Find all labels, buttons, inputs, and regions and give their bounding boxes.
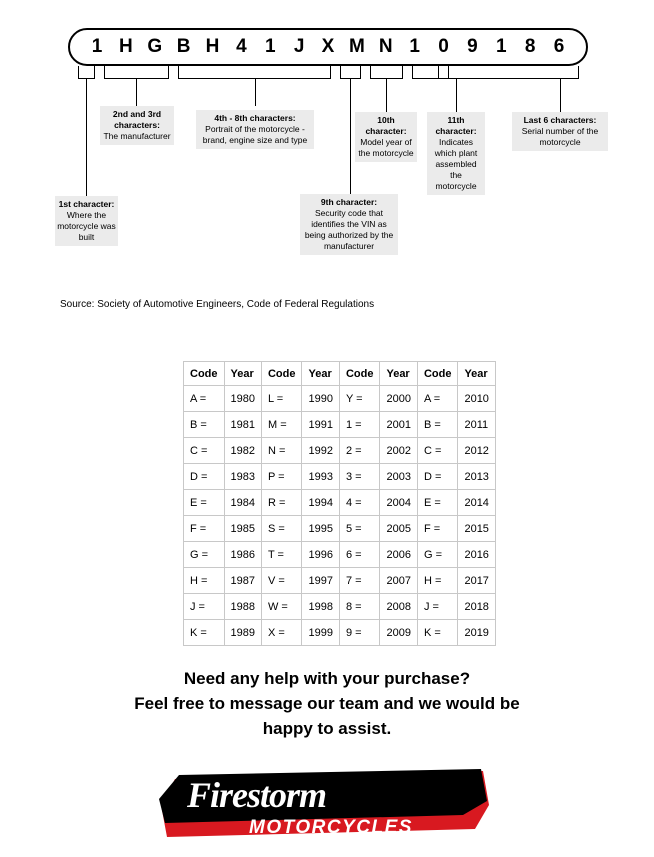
column-header: Code bbox=[417, 362, 458, 386]
cell-code: C = bbox=[417, 438, 458, 464]
cell-code: 5 = bbox=[339, 516, 380, 542]
callout-body: Where the motorcycle was built bbox=[57, 210, 116, 242]
cell-code: B = bbox=[184, 412, 225, 438]
vin-char: X bbox=[321, 36, 335, 57]
cell-year: 2006 bbox=[380, 542, 417, 568]
vin-char: J bbox=[293, 36, 305, 57]
cell-code: X = bbox=[261, 620, 302, 646]
cell-year: 1980 bbox=[224, 386, 261, 412]
callout-eleventh-character bbox=[427, 112, 485, 195]
cell-code: K = bbox=[184, 620, 225, 646]
leader-line bbox=[168, 66, 169, 78]
cell-year: 1988 bbox=[224, 594, 261, 620]
table-header-row bbox=[184, 362, 496, 386]
column-header: Code bbox=[184, 362, 225, 386]
column-header: Year bbox=[224, 362, 261, 386]
cell-year: 1997 bbox=[302, 568, 339, 594]
cell-code: M = bbox=[261, 412, 302, 438]
cell-year: 1994 bbox=[302, 490, 339, 516]
leader-line bbox=[86, 78, 87, 196]
column-header: Code bbox=[339, 362, 380, 386]
cell-code: W = bbox=[261, 594, 302, 620]
callout-tenth-character bbox=[355, 112, 417, 162]
source-note: Source: Society of Automotive Engineers, Code of Federal Regulations bbox=[60, 299, 375, 310]
table-row bbox=[184, 490, 496, 516]
column-header: Year bbox=[458, 362, 495, 386]
column-header: Year bbox=[302, 362, 339, 386]
leader-line bbox=[438, 66, 439, 78]
callout-heading: Last 6 characters: bbox=[523, 115, 597, 125]
cell-year: 1989 bbox=[224, 620, 261, 646]
cell-code: H = bbox=[417, 568, 458, 594]
vin-char: 4 bbox=[236, 36, 247, 57]
cell-year: 2005 bbox=[380, 516, 417, 542]
help-line-3: happy to assist. bbox=[262, 719, 392, 738]
cell-year: 1985 bbox=[224, 516, 261, 542]
cell-year: 2012 bbox=[458, 438, 495, 464]
cell-year: 2018 bbox=[458, 594, 495, 620]
cell-year: 1986 bbox=[224, 542, 261, 568]
cell-code: D = bbox=[184, 464, 225, 490]
cell-year: 1998 bbox=[302, 594, 339, 620]
cell-year: 2017 bbox=[458, 568, 495, 594]
callout-last-six-characters bbox=[512, 112, 608, 151]
cell-code: Y = bbox=[339, 386, 380, 412]
vin-char: 0 bbox=[438, 36, 449, 57]
firestorm-motorcycles-logo bbox=[157, 765, 497, 845]
leader-line bbox=[104, 66, 105, 78]
callout-heading: 2nd and 3rd characters: bbox=[112, 109, 162, 130]
cell-code: 6 = bbox=[339, 542, 380, 568]
vin-number-display bbox=[68, 28, 588, 66]
cell-year: 2002 bbox=[380, 438, 417, 464]
cell-year: 2015 bbox=[458, 516, 495, 542]
vin-char: H bbox=[119, 36, 133, 57]
cell-code: H = bbox=[184, 568, 225, 594]
cell-year: 1995 bbox=[302, 516, 339, 542]
vin-char: H bbox=[205, 36, 220, 57]
callout-first-character bbox=[55, 196, 118, 246]
cell-code: J = bbox=[417, 594, 458, 620]
cell-code: 7 = bbox=[339, 568, 380, 594]
help-message bbox=[0, 666, 654, 741]
leader-line bbox=[94, 66, 95, 78]
vin-char: 1 bbox=[91, 36, 103, 57]
cell-code: G = bbox=[184, 542, 225, 568]
cell-code: V = bbox=[261, 568, 302, 594]
leader-line bbox=[402, 66, 403, 78]
cell-year: 2016 bbox=[458, 542, 495, 568]
leader-line bbox=[412, 66, 413, 78]
cell-year: 2011 bbox=[458, 412, 495, 438]
leader-line bbox=[360, 66, 361, 78]
cell-code: B = bbox=[417, 412, 458, 438]
cell-code: 9 = bbox=[339, 620, 380, 646]
logo-secondary-text: MOTORCYCLES bbox=[249, 817, 413, 838]
leader-line bbox=[578, 66, 579, 78]
logo-graphic bbox=[157, 765, 497, 845]
table-row bbox=[184, 516, 496, 542]
table-row bbox=[184, 620, 496, 646]
callout-body: Portrait of the motorcycle - brand, engine size and type bbox=[202, 124, 308, 145]
logo-primary-text: Firestorm bbox=[187, 775, 327, 815]
cell-year: 1992 bbox=[302, 438, 339, 464]
cell-year: 1993 bbox=[302, 464, 339, 490]
cell-code: R = bbox=[261, 490, 302, 516]
leader-line bbox=[340, 66, 341, 78]
cell-code: 3 = bbox=[339, 464, 380, 490]
cell-code: 1 = bbox=[339, 412, 380, 438]
cell-year: 1981 bbox=[224, 412, 261, 438]
cell-code: G = bbox=[417, 542, 458, 568]
column-header: Year bbox=[380, 362, 417, 386]
callout-ninth-character bbox=[300, 194, 398, 255]
callout-body: Security code that identifies the VIN as being authorized by the manufacturer bbox=[304, 208, 394, 251]
cell-code: 8 = bbox=[339, 594, 380, 620]
callout-heading: 1st character: bbox=[58, 199, 115, 209]
vin-char: 9 bbox=[467, 36, 478, 57]
callout-fourth-eighth-characters bbox=[196, 110, 314, 149]
cell-year: 2003 bbox=[380, 464, 417, 490]
leader-line bbox=[448, 66, 449, 78]
leader-line bbox=[330, 66, 331, 78]
table-row bbox=[184, 568, 496, 594]
table-row bbox=[184, 594, 496, 620]
vin-char: 1 bbox=[495, 36, 507, 57]
leader-line bbox=[136, 78, 137, 106]
vin-char: 1 bbox=[264, 36, 276, 57]
cell-code: 2 = bbox=[339, 438, 380, 464]
table-row bbox=[184, 438, 496, 464]
cell-year: 2007 bbox=[380, 568, 417, 594]
cell-year: 2009 bbox=[380, 620, 417, 646]
callout-second-third-characters bbox=[100, 106, 174, 145]
leader-line bbox=[78, 66, 79, 78]
cell-code: D = bbox=[417, 464, 458, 490]
cell-code: A = bbox=[184, 386, 225, 412]
cell-year: 1982 bbox=[224, 438, 261, 464]
cell-year: 1987 bbox=[224, 568, 261, 594]
cell-year: 2008 bbox=[380, 594, 417, 620]
cell-code: E = bbox=[417, 490, 458, 516]
callout-body: Serial number of the motorcycle bbox=[521, 126, 599, 147]
cell-year: 2010 bbox=[458, 386, 495, 412]
cell-year: 1999 bbox=[302, 620, 339, 646]
cell-code: E = bbox=[184, 490, 225, 516]
cell-year: 1983 bbox=[224, 464, 261, 490]
callout-heading: 4th - 8th characters: bbox=[214, 113, 296, 123]
help-line-2: Feel free to message our team and we would be bbox=[134, 694, 520, 713]
cell-year: 1990 bbox=[302, 386, 339, 412]
leader-line bbox=[350, 78, 351, 194]
cell-year: 1996 bbox=[302, 542, 339, 568]
leader-line bbox=[370, 66, 371, 78]
model-year-code-table bbox=[183, 361, 496, 646]
cell-year: 2013 bbox=[458, 464, 495, 490]
leader-line bbox=[560, 78, 561, 112]
cell-code: 4 = bbox=[339, 490, 380, 516]
column-header: Code bbox=[261, 362, 302, 386]
callout-body: The manufacturer bbox=[103, 131, 171, 141]
vin-char: M bbox=[348, 36, 365, 57]
cell-year: 2000 bbox=[380, 386, 417, 412]
table-row bbox=[184, 412, 496, 438]
vin-char: N bbox=[378, 36, 393, 57]
cell-code: F = bbox=[417, 516, 458, 542]
leader-line bbox=[255, 78, 256, 106]
cell-year: 2004 bbox=[380, 490, 417, 516]
cell-code: C = bbox=[184, 438, 225, 464]
cell-year: 2001 bbox=[380, 412, 417, 438]
vin-char: B bbox=[176, 36, 191, 57]
cell-year: 1991 bbox=[302, 412, 339, 438]
cell-code: P = bbox=[261, 464, 302, 490]
cell-year: 2014 bbox=[458, 490, 495, 516]
vin-char: 1 bbox=[409, 36, 420, 57]
table-row bbox=[184, 542, 496, 568]
vin-char: 6 bbox=[553, 36, 565, 57]
cell-code: S = bbox=[261, 516, 302, 542]
cell-year: 2019 bbox=[458, 620, 495, 646]
cell-code: L = bbox=[261, 386, 302, 412]
cell-code: T = bbox=[261, 542, 302, 568]
callout-body: Model year of the motorcycle bbox=[358, 137, 414, 158]
table-row bbox=[184, 464, 496, 490]
cell-code: K = bbox=[417, 620, 458, 646]
help-line-1: Need any help with your purchase? bbox=[183, 669, 471, 688]
cell-code: F = bbox=[184, 516, 225, 542]
cell-code: J = bbox=[184, 594, 225, 620]
cell-code: A = bbox=[417, 386, 458, 412]
leader-line bbox=[178, 66, 179, 78]
callout-body: Indicates which plant assembled the motorcycle bbox=[434, 137, 478, 191]
callout-heading: 9th character: bbox=[320, 197, 378, 207]
leader-line bbox=[386, 78, 387, 112]
cell-code: N = bbox=[261, 438, 302, 464]
leader-line bbox=[456, 78, 457, 112]
cell-year: 1984 bbox=[224, 490, 261, 516]
table-row bbox=[184, 386, 496, 412]
vin-char: G bbox=[147, 36, 163, 57]
vin-char: 8 bbox=[524, 36, 536, 57]
callout-heading: 10th character: bbox=[365, 115, 407, 136]
callout-heading: 11th character: bbox=[435, 115, 477, 136]
